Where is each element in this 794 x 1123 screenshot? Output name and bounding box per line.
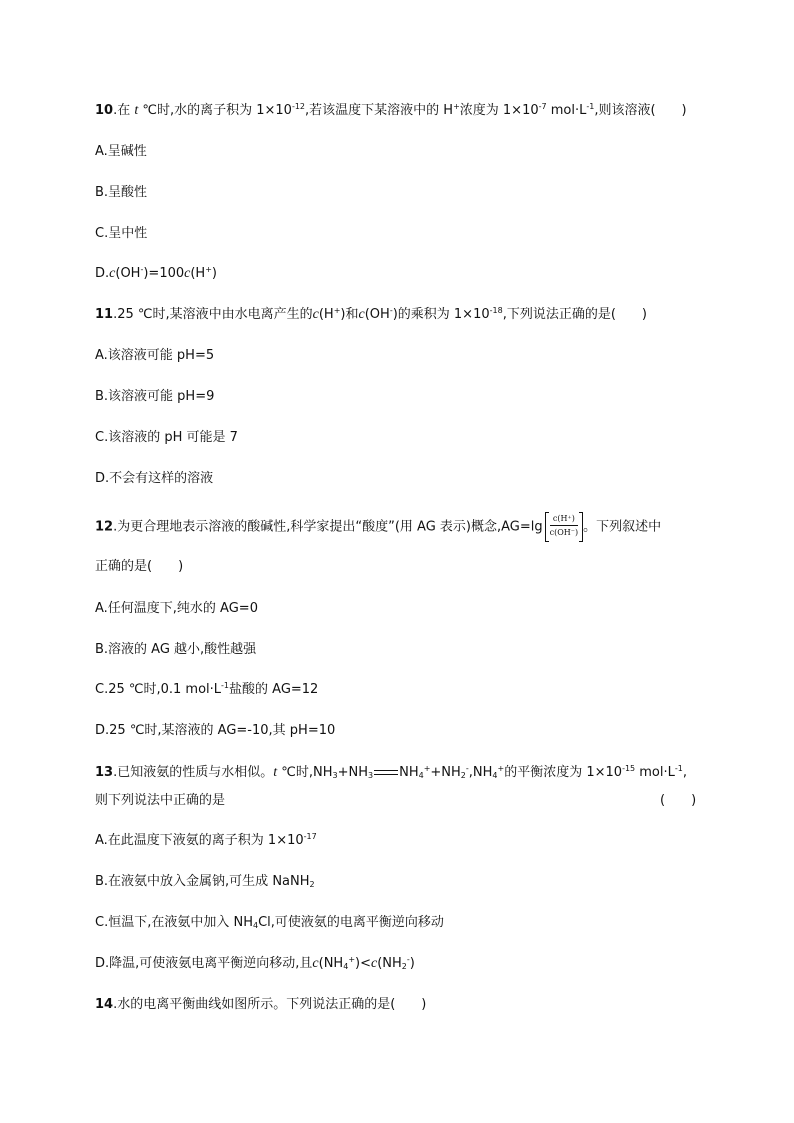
q13-option-a: A.在此温度下液氨的离子积为 $1\times 10^{-17}$ — [95, 832, 317, 848]
q14-stem: 14.水的电离平衡曲线如图所示。下列说法正确的是( ) — [95, 997, 427, 1012]
q11-option-c: C.该溶液的 pH 可能是 7 — [95, 430, 238, 445]
q13-stem-line2: 则下列说法中正确的是 — [95, 793, 226, 808]
q12-stem-line2: 正确的是( ) — [95, 559, 184, 574]
q10-stem: 10.在 t ℃时,水的离子积为 $1\times 10^{-12}$,若该温度下某溶液中的 H+浓度为 $1\times 10^{-7}$ $mol\cdot L^{-1}$,则该溶液( ) — [95, 102, 687, 118]
q12-option-d: D.25 ℃时,某溶液的 AG=-10,其 pH=10 — [95, 723, 336, 738]
q13-answer-paren: ( ) — [660, 793, 697, 808]
q10-number: 10 — [95, 103, 114, 118]
q10-option-a: A.呈碱性 — [95, 144, 147, 159]
q11-option-b: B.该溶液可能 pH=9 — [95, 389, 215, 404]
q11-option-a: A.该溶液可能 pH=5 — [95, 348, 215, 363]
q12-option-c: C.25 ℃时,0.1 $mol\cdot L^{-1}$盐酸的 AG=12 — [95, 681, 319, 697]
q13-option-b: B.在液氨中放入金属钠,可生成 NaNH$_2$ — [95, 874, 315, 889]
q13-stem: 13.已知液氨的性质与水相似。t ℃时$,NH_3+NH_3$ $NH_4^++NH_2^-,NH_4^+$的平衡浓度为 $1\times 10^{-15}$ $mol\cdot L^{-1}$, — [95, 764, 688, 780]
q14-number: 14 — [95, 997, 114, 1012]
q10-option-c: C.呈中性 — [95, 226, 148, 241]
q13-number: 13 — [95, 765, 114, 780]
q13-option-d: D.降温,可使液氨电离平衡逆向移动,且$c(NH_4^+)<c(NH_2^-)$ — [95, 955, 415, 971]
q11-stem: 11.25 ℃时,某溶液中由水电离产生的c(H+)和c(OH-)的乘积为 $1\times 10^{-18}$,下列说法正确的是( ) — [95, 306, 647, 322]
q13-option-c: C.恒温下,在液氨中加入 $NH_4Cl$,可使液氨的电离平衡逆向移动 — [95, 915, 444, 930]
equilibrium-arrow-icon — [374, 769, 398, 776]
q11-number: 11 — [95, 307, 114, 322]
q10-option-b: B.呈酸性 — [95, 185, 148, 200]
q12-number: 12 — [95, 519, 114, 535]
q12-option-b: B.溶液的 AG 越小,酸性越强 — [95, 642, 257, 657]
q11-option-d: D.不会有这样的溶液 — [95, 471, 214, 486]
q12-stem: 12.为更合理地表示溶液的酸碱性,科学家提出“酸度”(用 AG 表示)概念,AG=lg $\frac{c(H^+)}{c(OH^-)}$ 。下列叙述中 — [95, 512, 661, 543]
q12-option-a: A.任何温度下,纯水的 AG=0 — [95, 601, 258, 616]
ag-fraction: $\frac{c(H^+)}{c(OH^-)}$ — [545, 512, 583, 542]
q10-option-d: D.c(OH-)=100c(H+) — [95, 265, 217, 281]
